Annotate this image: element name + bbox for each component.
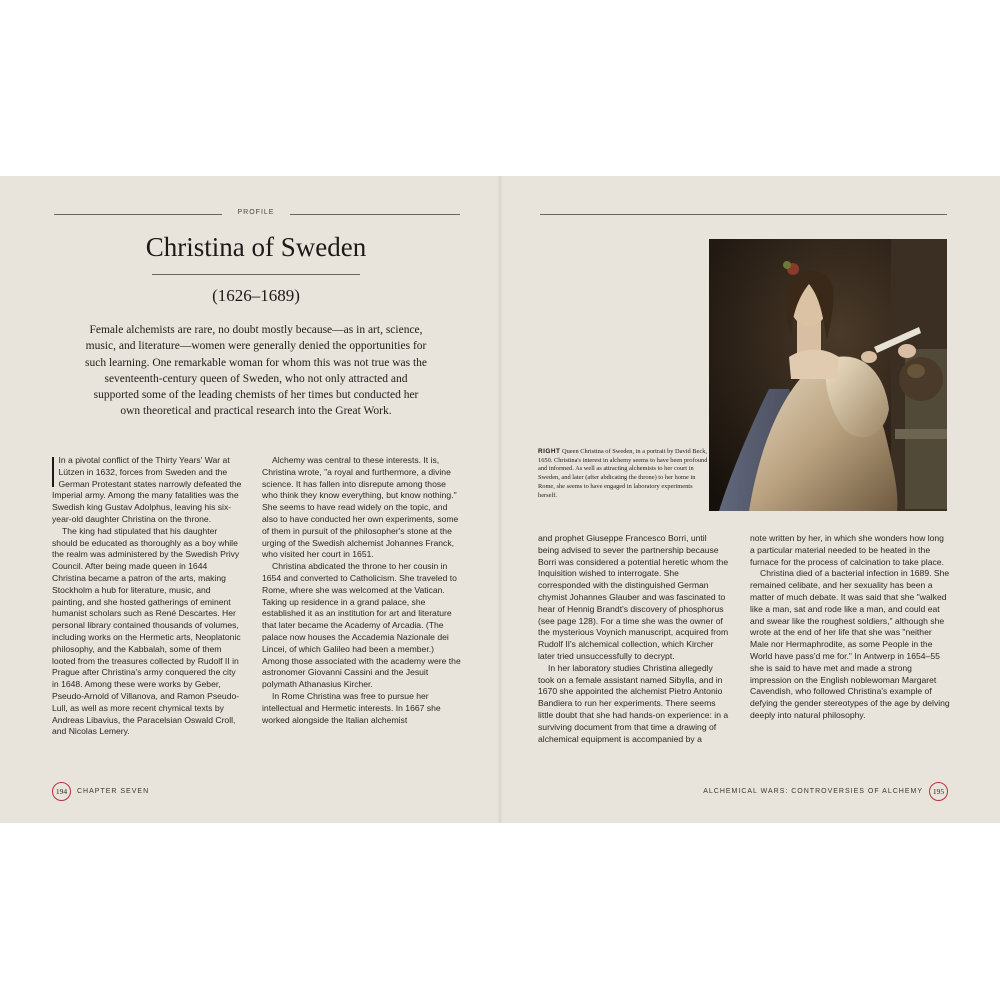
page-number: 194 bbox=[52, 782, 71, 801]
paragraph: Alchemy was central to these interests. It is, Christina wrote, "a royal and furthermore, a divine science. It has fallen into disrepute among those who think they know everything, but know nothing." She seems to have read widely on the topic, and also to have conducted her own experiments, some of them in pursuit of the philosopher's stone at the urging of the Swedish alchemist Johannes Franck, who visited her court in 1651. bbox=[262, 455, 459, 560]
folio-right bbox=[697, 782, 948, 801]
portrait-painting bbox=[709, 239, 947, 511]
text-column-2 bbox=[262, 455, 462, 726]
portrait-image bbox=[709, 239, 947, 511]
profile-rule-right bbox=[290, 214, 460, 215]
header-rule-right-page bbox=[540, 214, 947, 215]
paragraph: Christina abdicated the throne to her cousin in 1654 and converted to Catholicism. She traveled to Rome, where she was welcomed at the Vatican. Taking up residence in a grand palace, she established it as an institution for art and literature that later became the Academy of Arcadia. (The palace now houses the Accademia Nazionale dei Lincei, of which Galileo had been a member.) Among those associated with the academy were the astronomer Giovanni Cassini and the Jesuit polymath Athanasius Kircher. bbox=[262, 561, 461, 690]
paragraph: and prophet Giuseppe Francesco Borri, until being advised to sever the partnership because Borri was considered a potential heretic whom the Inquisition wished to interrogate. She corresponded with the distinguished German chymist Johannes Glauber and was fascinated to hear of Hennig Brandt's discovery of phosphorus (see page 128). For a time she was the owner of the mysterious Voynich manuscript, acquired from Rudolf II's alchemical collection, which Kircher later tried unsuccessfully to decrypt. bbox=[538, 533, 729, 661]
life-dates: (1626–1689) bbox=[212, 286, 300, 305]
profile-rule-left bbox=[54, 214, 222, 215]
title-underline bbox=[152, 274, 360, 275]
paragraph: The king had stipulated that his daughter should be educated as thoroughly as a boy while the realm was administered by the Swedish Privy Council. After being made queen in 1644 Christina became a patron of the arts, making Stockholm a hub for literature, music, and painting, and she hosted gatherings of eminent humanist scholars such as René Descartes. Her personal library contained thousands of volumes, including works on the Hermetic arts, Neoplatonic philosophy, and the Kabbalah, some of them looted from the treasures collected by Rudolf II in Prague after Christina's army conquered the city in 1648. Among these were works by Geber, Pseudo-Arnold of Villanova, and Ramon Pseudo-Lull, as well as more recent chymical texts by Andreas Libavius, the Paracelsian Oswald Croll, and Nicolas Lemery. bbox=[52, 525, 241, 737]
intro-paragraph: Female alchemists are rare, no doubt mostly because—as in art, science, music, and literature—women were generally denied the opportunities for such learning. One remarkable woman for whom this was not true was the seventeenth-century queen of Sweden, who not only attracted and supported some of the leading chemists of her times but conducted her own theoretical and practical research into the Great Work. bbox=[84, 324, 428, 418]
caption-text: Queen Christina of Sweden, in a portrait by David Beck, 1650. Christina's interest in alchemy seems to have been profound and informed. As well as attracting alchemists to her court in Sweden, and later (after abdicating the throne) to her home in Rome, she seems to have engaged in laboratory experiments herself. bbox=[538, 448, 708, 499]
paragraph: note written by her, in which she wonders how long a particular material needed to be heated in the furnace for the process of calcination to take place. bbox=[750, 533, 944, 567]
dropcap-marker bbox=[52, 457, 54, 487]
text-column-1 bbox=[52, 455, 242, 738]
figure-caption bbox=[538, 448, 708, 500]
text-column-4 bbox=[750, 533, 950, 722]
caption-heading: RIGHT bbox=[538, 448, 561, 455]
folio-left bbox=[52, 782, 155, 801]
text-column-3 bbox=[538, 533, 730, 745]
gutter-shadow bbox=[497, 176, 503, 823]
page-number: 195 bbox=[929, 782, 948, 801]
section-label: PROFILE bbox=[237, 209, 275, 216]
running-head: ALCHEMICAL WARS: CONTROVERSIES OF ALCHEMY bbox=[703, 788, 923, 795]
page-title: Christina of Sweden bbox=[145, 232, 367, 262]
book-spread bbox=[0, 176, 1000, 823]
paragraph: Christina died of a bacterial infection in 1689. She remained celibate, and her sexuality has been a matter of much debate. It was said that she "walked like a man, sat and rode like a man, and could eat and swear like the roughest soldiers," although she wrote at the end of her life that she was "neither Male nor Hermaphrodite, as some People in the World have pass'd me for." In Antwerp in 1654–55 she is said to have met and made a strong impression on the English noblewoman Margaret Cavendish, who followed Christina's example of defying the gender stereotypes of the age by delving deeply into natural philosophy. bbox=[750, 568, 950, 720]
paragraph-text: In a pivotal conflict of the Thirty Years' War at Lützen in 1632, forces from Sweden and the German Protestant states narrowly defeated the Imperial army. Among the many fatalities was the Swedish king Gustav Adolphus, leaving his six-year-old daughter Christina on the throne. bbox=[52, 455, 242, 524]
paragraph: In her laboratory studies Christina allegedly took on a female assistant named Sibylla, and in 1670 she appointed the alchemist Pietro Antonio Bandiera to run her experiments. There seems little doubt that she had hands-on experience: in a surviving document from that time a drawing of alchemical equipment is accompanied by a bbox=[538, 662, 729, 744]
paragraph: In Rome Christina was free to pursue her intellectual and Hermetic interests. In 1667 she worked alongside the Italian alchemist bbox=[262, 690, 441, 725]
paragraph bbox=[52, 455, 242, 526]
running-head: CHAPTER SEVEN bbox=[77, 788, 150, 795]
